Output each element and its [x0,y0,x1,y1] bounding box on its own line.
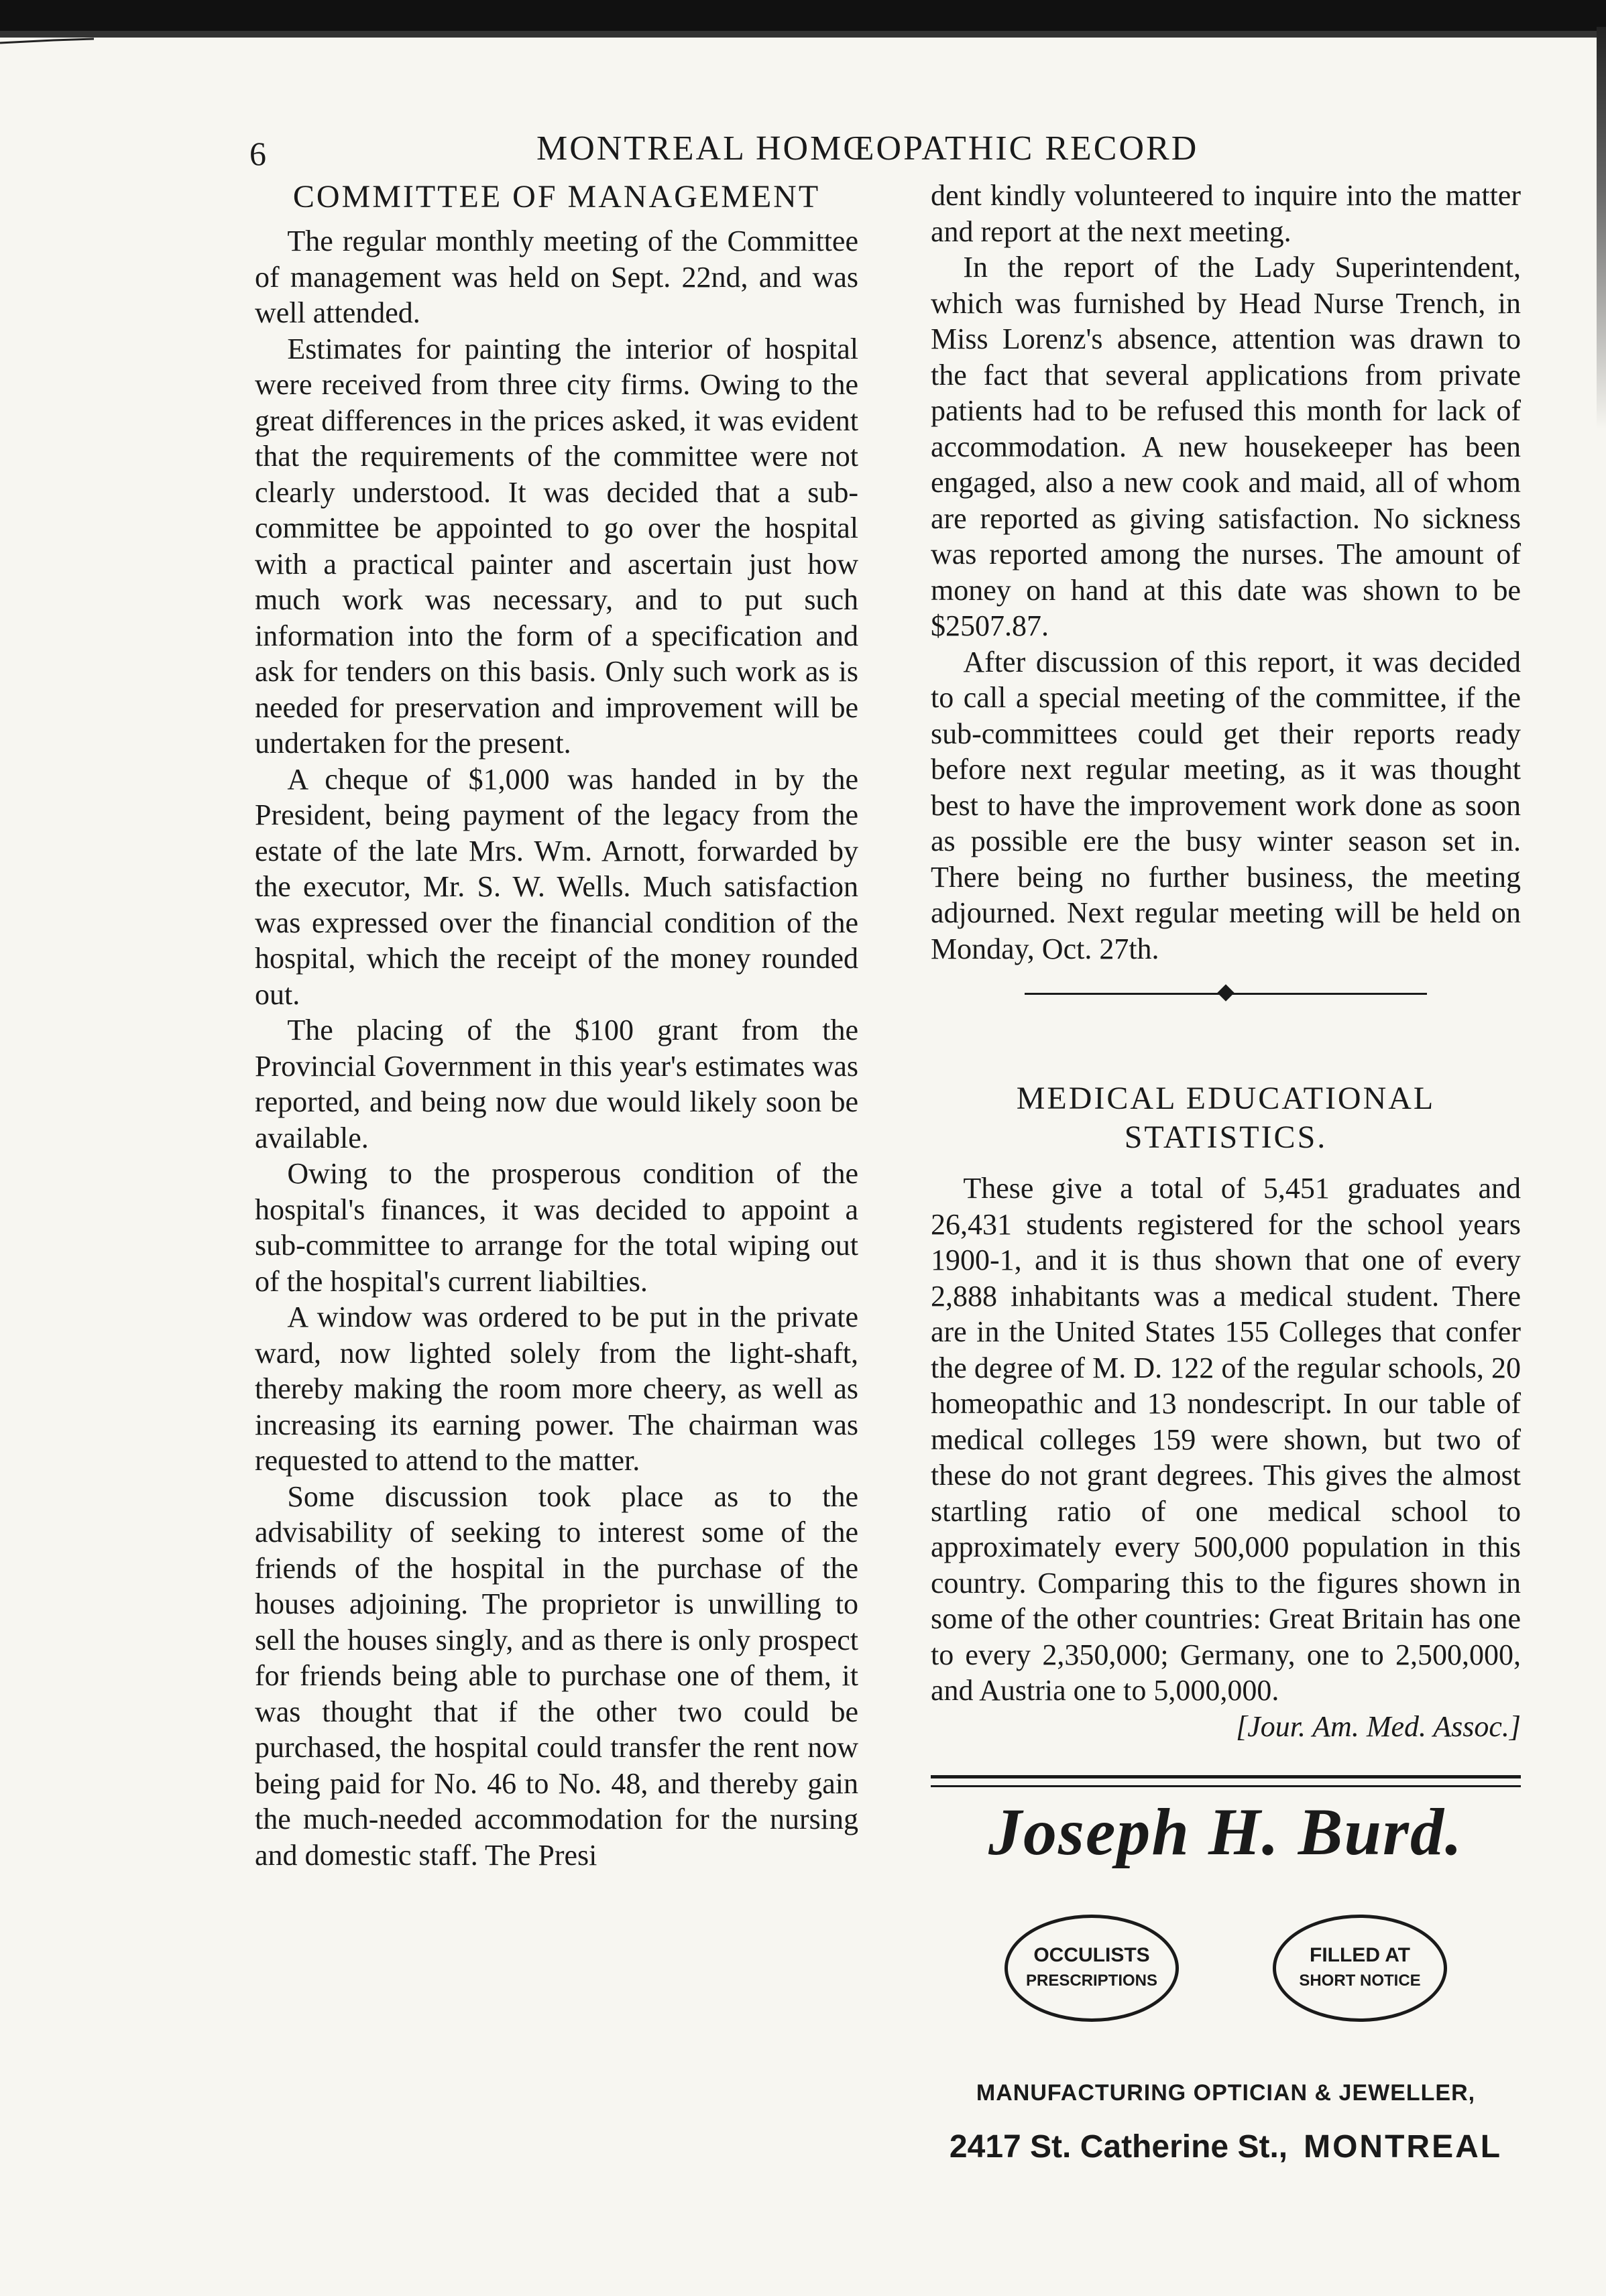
street-address: 2417 St. Catherine St., [949,2129,1288,2165]
committee-paragraph: In the report of the Lady Superintendent, which was furnished by Head Nurse Trench, in Miss Lorenz's absence, attention was drawn to the fact that several applications from private patients had to be refused this month for lack of accommodation. A new housekeeper has been engaged, also a new cook and maid, all of whom are reported as giving satisfaction. No sickness was reported among the nurses. The amount of money on hand at this date was shown to be $2507.87. [931,251,1521,642]
committee-paragraph: Estimates for painting the interior of hospital were received from three city firms. Owing to the great differences in the prices asked, it was evident that the requirements of the committee were not clearly understood. It was decided that a sub-committee be appointed to go over the hospital with a practical painter and ascertain just how much work was necessary, and to put such information into the form of a specification and ask for tenders on this basis. Only such work as is needed for preservation and improvement will be undertaken for the present. [255,332,858,760]
page-number: 6 [249,135,266,172]
committee-paragraph: Owing to the prosperous condition of the hospital's finances, it was decided to appoint a sub-committee to arrange for the total wiping out of the hospital's current liabilties. [255,1157,858,1298]
prescriptions-oval [1005,1915,1179,2022]
advertiser-address [931,2129,1521,2165]
medical-statistics-citation: [Jour. Am. Med. Assoc.] [1236,1709,1521,1743]
article-divider [931,980,1521,1007]
oval-text: OCCULISTS [1033,1944,1150,1966]
filled-oval [1273,1915,1447,2022]
scan-edge-mark [0,38,94,46]
committee-heading: COMMITTEE OF MANAGEMENT [292,179,821,215]
running-title: MONTREAL HOMŒOPATHIC RECORD [536,129,1199,168]
left-column [255,178,858,1873]
committee-paragraph: After discussion of this report, it was decided to call a special meeting of the committee, if the sub-committees could get their reports ready before next regular meeting, as it was thought best to have the improvement work done as soon as possible ere the busy winter season set in. There being no further business, the meeting adjourned. Next regular meeting will be held on Monday, Oct. 27th. [931,645,1521,965]
advertiser-tagline: MANUFACTURING OPTICIAN & JEWELLER, [976,2080,1476,2106]
advertisement [931,1787,1521,2203]
advertisement-rule [931,1775,1521,1778]
divider-diamond-icon [1217,984,1234,1001]
medical-statistics-heading: MEDICAL EDUCATIONAL STATISTICS. [1016,1081,1436,1155]
committee-paragraph: A cheque of $1,000 was handed in by the President, being payment of the legacy from the estate of the late Mrs. Wm. Arnott, forwarded by the executor, Mr. S. W. Wells. Much satisfaction was expressed over the financial condition of the hospital, which the receipt of the money rounded out. [255,762,858,1011]
city-name: MONTREAL [1304,2129,1503,2165]
medical-statistics-body: These give a total of 5,451 graduates and 26,431 students registered for the school years 1900-1, and it is thus shown that one of every 2,888 inhabitants was a medical student. There are in the United States 155 Colleges that confer the degree of M. D. 122 of the regular schools, 20 homeopathic and 13 nondescript. In our table of medical colleges 159 were shown, but two of these do not grant degrees. This gives the almost startling ratio of one medical school to approximately every 500,000 population in this country. Comparing this to the figures shown in some of the other countries: Great Britain has one to every 2,350,000; Germany, one to 2,500,000, and Austria one to 5,000,000. [931,1172,1521,1707]
committee-paragraph: Some discussion took place as to the advisability of seeking to interest some of the friends of the hospital in the purchase of the houses adjoining. The proprietor is unwilling to sell the houses singly, and as there is only prospect for friends being able to purchase one of them, it was thought that if the other two could be purchased, the hospital could transfer the rent now being paid for No. 46 to No. 48, and thereby gain the much-needed accommodation for the nursing and domestic staff. The Presi [255,1479,858,1872]
oval-text: FILLED AT [1310,1944,1410,1966]
committee-paragraph: The placing of the $100 grant from the Provincial Government in this year's estimates was reported, and being now due would likely soon be available. [255,1014,858,1154]
committee-paragraph: The regular monthly meeting of the Committee of management was held on Sept. 22nd, and was well attended. [255,225,858,329]
committee-paragraph-continued: dent kindly volunteered to inquire into the matter and report at the next meeting. [931,179,1521,248]
scan-top-border [0,0,1606,31]
advertiser-name: Joseph H. Burd. [988,1795,1463,1869]
committee-paragraph: A window was ordered to be put in the private ward, now lighted solely from the light-shaft, thereby making the room more cheery, as well as increasing its earning power. The chairman was requested to attend to the matter. [255,1301,858,1477]
oval-text: PRESCRIPTIONS [1025,1972,1158,1990]
right-column [931,178,1521,2203]
oval-text: SHORT NOTICE [1299,1972,1421,1990]
scan-right-edge [1597,27,1606,429]
scan-top-border-shadow [0,31,1606,38]
